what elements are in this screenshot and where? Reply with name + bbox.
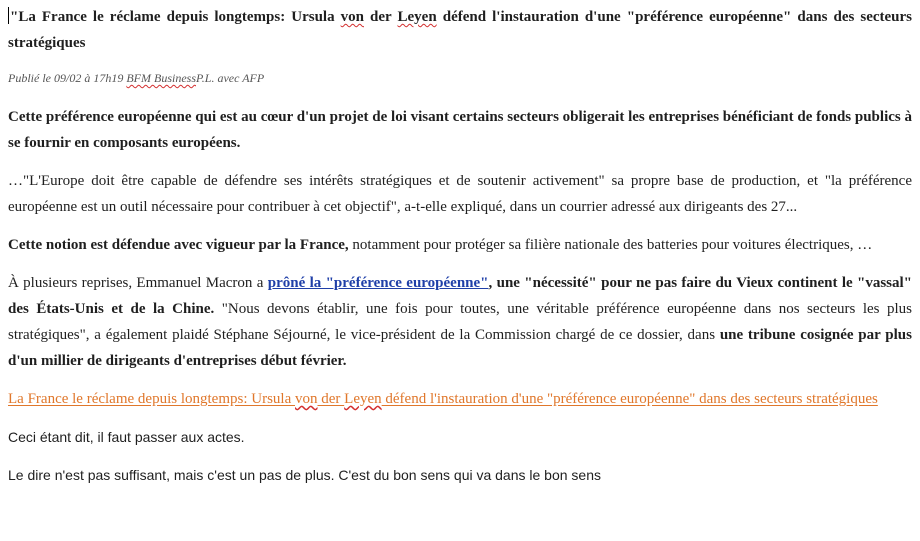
macron-intro: À plusieurs reprises, Emmanuel Macron a [8,275,268,291]
spellcheck-word[interactable]: Leyen [397,9,437,25]
comment-line-1: Ceci étant dit, il faut passer aux actes. [8,429,245,445]
byline-author: P.L. avec AFP [195,71,265,85]
article-macron-paragraph [8,270,912,374]
source-article-link[interactable] [8,386,912,412]
headline-part: der [364,9,398,25]
byline-source[interactable]: BFM Business [126,71,196,85]
headline-part: défend l'instauration d'une "préférence européenne" dans des secteurs stratégiques [8,9,913,51]
tribune-bold-text: une tribune cosignée par plus d'un millier de dirigeants d'entreprises début février. [8,327,912,369]
headline-part: "La France le réclame depuis longtemps: Ursula [10,9,341,25]
spellcheck-word[interactable]: von [295,391,318,407]
article-headline [8,4,912,56]
text-cursor [8,7,9,24]
spellcheck-word[interactable]: von [340,9,364,25]
repeat-link-part[interactable]: La France le réclame depuis longtemps: Ursula [8,391,295,407]
repeat-link-part[interactable]: défend l'instauration d'une "préférence européenne" dans des secteurs stratégiques [381,391,878,407]
comment-line-2: Le dire n'est pas suffisant, mais c'est un pas de plus. C'est du bon sens qui va dans le bon sens [8,467,602,483]
preference-europeenne-link[interactable]: prôné la "préférence européenne" [267,275,489,291]
macron-bold-text: , une "nécessité" pour ne pas faire du Vieux continent le "vassal" des États-Unis et de la Chine. [8,275,912,317]
spellcheck-word[interactable]: Leyen [344,391,382,407]
byline-date: Publié le 09/02 à 17h19 [8,71,127,85]
france-bold-text: Cette notion est défendue avec vigueur par la France, [8,237,349,253]
article-quote-paragraph: …"L'Europe doit être capable de défendre ses intérêts stratégiques et de soutenir activement" sa propre base de production, et "la préférence européenne est un outil nécessaire pour contribuer à cet objectif", a-t-elle expliqué, dans un courrier adressé aux dirigeants des 27... [8,173,912,215]
repeat-link-part[interactable]: der [317,391,345,407]
france-rest-text: notamment pour protéger sa filière nationale des batteries pour voitures électriques, … [348,237,873,253]
article-france-paragraph [8,232,912,258]
sejourne-quote: "Nous devons établir, une fois pour toutes, une véritable préférence européenne dans nos secteurs les plus stratégiques", a également plaidé Stéphane Séjourné, le vice-président de la Commission chargé de ce dossier, dans [8,301,913,343]
article-lead: Cette préférence européenne qui est au cœur d'un projet de loi visant certains secteurs obligerait les entreprises bénéficiant de fonds publics à se fournir en composants européens. [8,109,912,151]
article-byline [8,70,912,86]
